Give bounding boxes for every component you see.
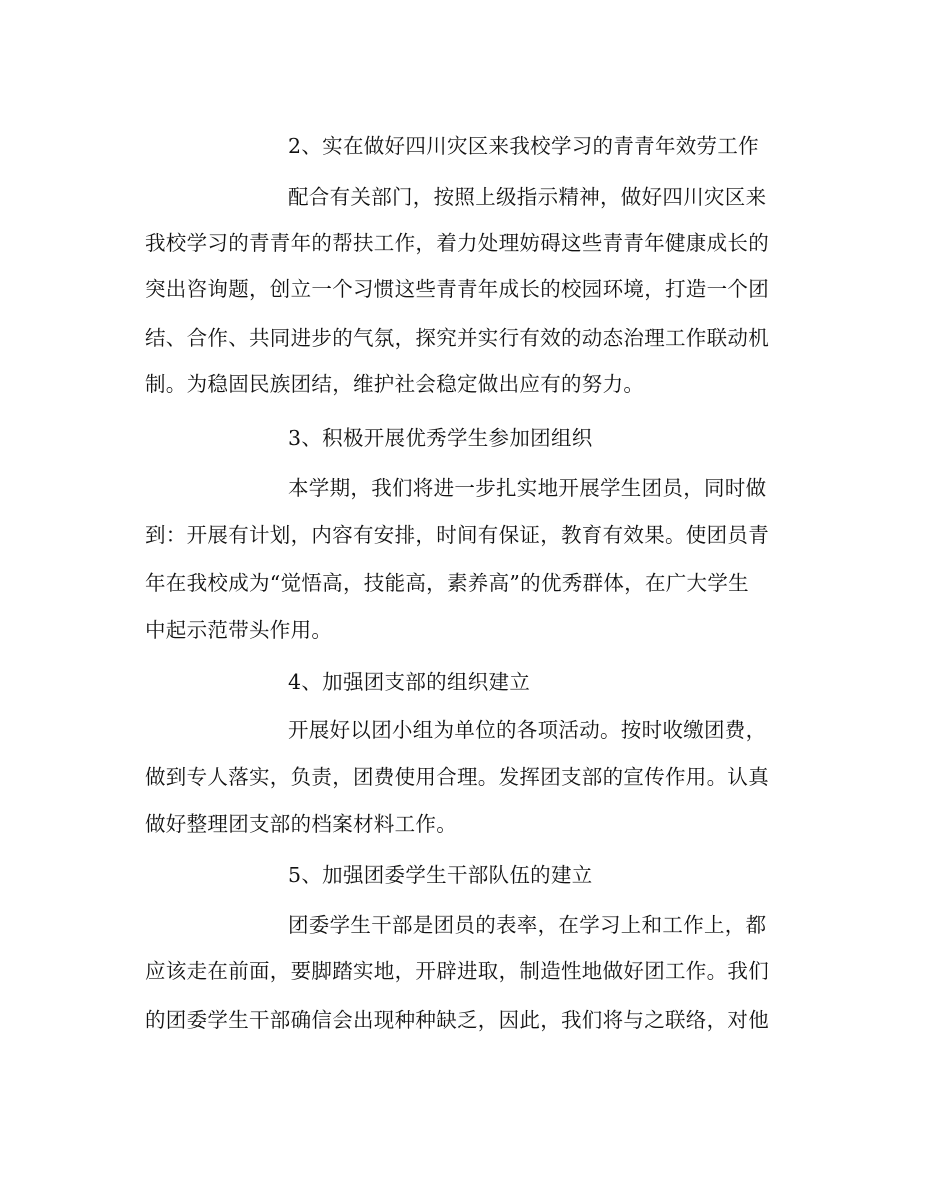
section-heading-4: 4、加强团支部的组织建立	[288, 670, 531, 694]
paragraph-line: 年在我校成为“觉悟高，技能高，素养高”的优秀群体，在广大学生	[145, 571, 749, 595]
paragraph-line: 做到专人落实，负责，团费使用合理。发挥团支部的宣传作用。认真	[145, 765, 769, 789]
paragraph-line: 到：开展有计划，内容有安排，时间有保证，教育有效果。使团员青	[145, 523, 769, 547]
paragraph-line: 制。为稳固民族团结，维护社会稳定做出应有的努力。	[145, 372, 645, 396]
paragraph-line: 应该走在前面，要脚踏实地，开辟进取，制造性地做好团工作。我们	[145, 959, 769, 983]
paragraph-line: 本学期，我们将进一步扎实地开展学生团员，同时做	[288, 476, 767, 500]
paragraph-line: 的团委学生干部确信会出现种种缺乏，因此，我们将与之联络，对他	[145, 1008, 769, 1032]
paragraph-line: 中起示范带头作用。	[145, 618, 333, 642]
section-heading-2: 2、实在做好四川灾区来我校学习的青青年效劳工作	[288, 134, 759, 158]
paragraph-line: 结、合作、共同进步的气氛，探究并实行有效的动态治理工作联动机	[145, 326, 769, 350]
paragraph-line: 突出咨询题，创立一个习惯这些青青年成长的校园环境，打造一个团	[145, 277, 769, 301]
section-heading-5: 5、加强团委学生干部队伍的建立	[288, 863, 593, 887]
section-heading-3: 3、积极开展优秀学生参加团组织	[288, 426, 593, 450]
paragraph-line: 开展好以团小组为单位的各项活动。按时收缴团费，	[288, 718, 767, 742]
paragraph-line: 团委学生干部是团员的表率，在学习上和工作上，都	[288, 913, 767, 937]
paragraph-line: 做好整理团支部的档案材料工作。	[145, 812, 457, 836]
paragraph-line: 我校学习的青青年的帮扶工作，着力处理妨碍这些青青年健康成长的	[145, 231, 769, 255]
paragraph-line: 配合有关部门，按照上级指示精神，做好四川灾区来	[288, 185, 767, 209]
